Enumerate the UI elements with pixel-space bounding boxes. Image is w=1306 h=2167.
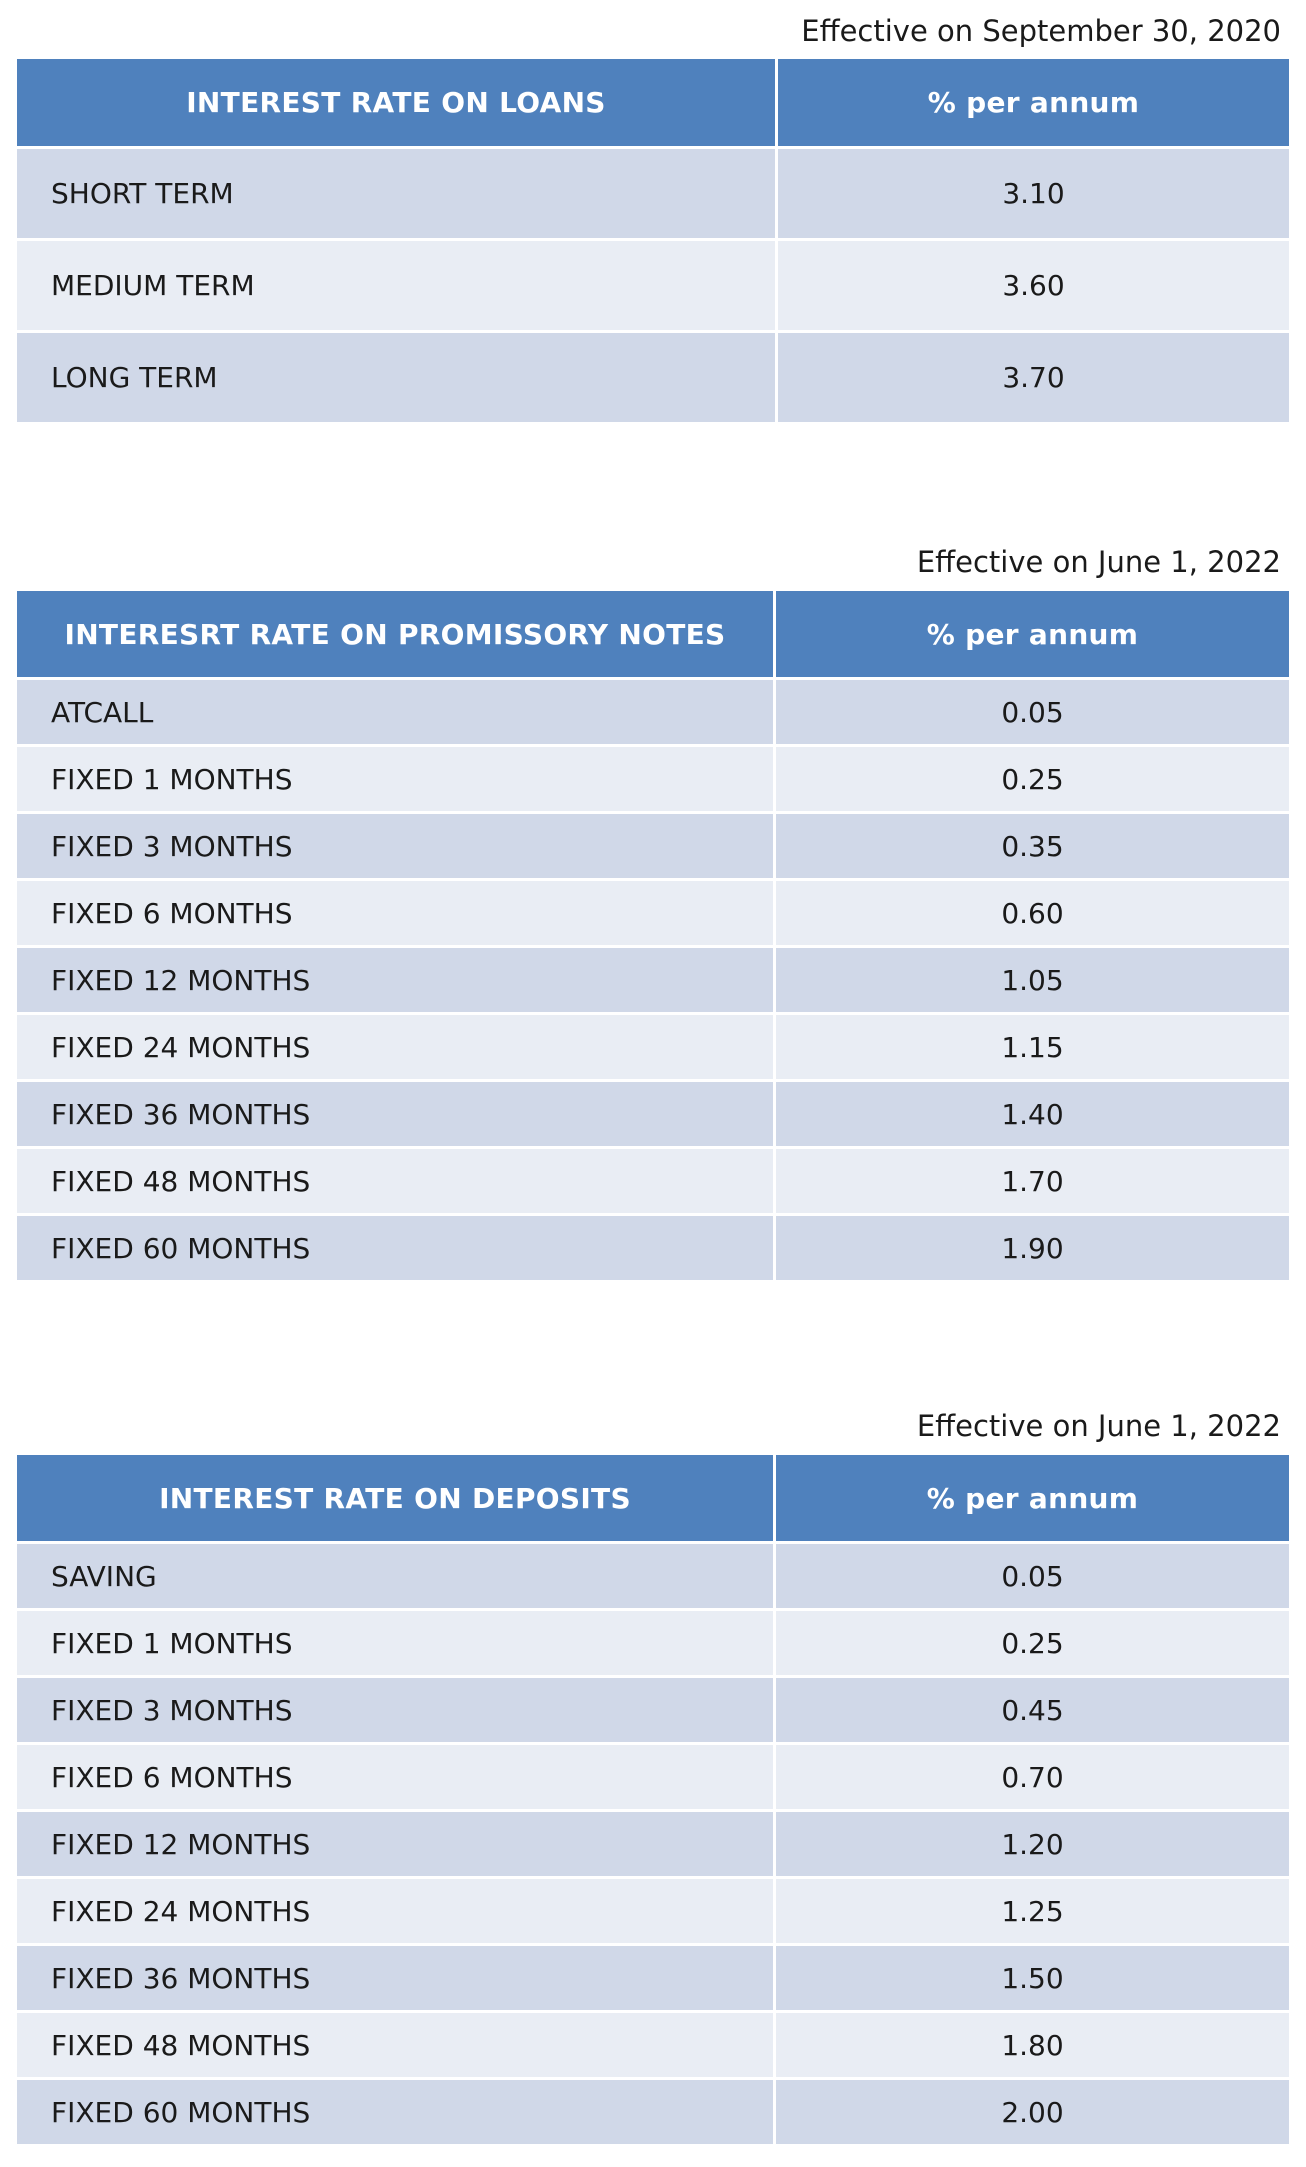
table-row	[17, 2080, 1289, 2147]
table-row	[17, 2013, 1289, 2080]
rate-term-label: LONG TERM	[17, 333, 778, 425]
rate-value: 0.25	[776, 747, 1289, 814]
deposits-effective-date: Effective on June 1, 2022	[916, 1409, 1281, 1443]
notes-section	[17, 545, 1289, 1285]
loans-header-row	[17, 59, 1289, 149]
rate-value: 1.15	[776, 1015, 1289, 1082]
rate-value: 0.60	[776, 881, 1289, 948]
deposits-section	[17, 1409, 1289, 2149]
rate-term-label: FIXED 6 MONTHS	[17, 1745, 776, 1812]
rate-term-label: FIXED 12 MONTHS	[17, 1812, 776, 1879]
rate-term-label: MEDIUM TERM	[17, 241, 778, 333]
rate-value: 1.25	[776, 1879, 1289, 1946]
rate-term-label: FIXED 48 MONTHS	[17, 2013, 776, 2080]
deposits-header-value: % per annum	[776, 1455, 1289, 1544]
rate-value: 2.00	[776, 2080, 1289, 2147]
notes-header-value: % per annum	[776, 591, 1289, 680]
rate-value: 3.70	[778, 333, 1289, 425]
loans-effective-date: Effective on September 30, 2020	[801, 14, 1281, 48]
rate-value: 1.40	[776, 1082, 1289, 1149]
rate-term-label: FIXED 60 MONTHS	[17, 1216, 776, 1283]
table-row	[17, 1216, 1289, 1283]
rate-term-label: FIXED 36 MONTHS	[17, 1082, 776, 1149]
notes-rate-table	[17, 591, 1289, 1283]
table-row	[17, 747, 1289, 814]
rate-value: 1.80	[776, 2013, 1289, 2080]
table-row	[17, 333, 1289, 425]
notes-header-row	[17, 591, 1289, 680]
rate-value: 3.60	[778, 241, 1289, 333]
rate-term-label: FIXED 24 MONTHS	[17, 1015, 776, 1082]
loans-header-value: % per annum	[778, 59, 1289, 149]
notes-header-label: INTERESRT RATE ON PROMISSORY NOTES	[17, 591, 776, 680]
deposits-header-label: INTEREST RATE ON DEPOSITS	[17, 1455, 776, 1544]
table-row	[17, 1745, 1289, 1812]
table-row	[17, 814, 1289, 881]
table-row	[17, 1879, 1289, 1946]
table-row	[17, 1946, 1289, 2013]
rate-value: 1.05	[776, 948, 1289, 1015]
rate-term-label: ATCALL	[17, 680, 776, 747]
rate-value: 0.05	[776, 1544, 1289, 1611]
table-row	[17, 881, 1289, 948]
table-row	[17, 1082, 1289, 1149]
rate-value: 0.05	[776, 680, 1289, 747]
rate-term-label: FIXED 36 MONTHS	[17, 1946, 776, 2013]
rate-term-label: FIXED 3 MONTHS	[17, 1678, 776, 1745]
table-row	[17, 241, 1289, 333]
rate-term-label: FIXED 60 MONTHS	[17, 2080, 776, 2147]
rate-term-label: FIXED 12 MONTHS	[17, 948, 776, 1015]
rate-value: 1.90	[776, 1216, 1289, 1283]
table-row	[17, 948, 1289, 1015]
table-row	[17, 1611, 1289, 1678]
table-row	[17, 1812, 1289, 1879]
loans-header-label: INTEREST RATE ON LOANS	[17, 59, 778, 149]
rate-term-label: SAVING	[17, 1544, 776, 1611]
rate-value: 1.50	[776, 1946, 1289, 2013]
loans-section	[17, 14, 1289, 424]
table-row	[17, 680, 1289, 747]
deposits-header-row	[17, 1455, 1289, 1544]
table-row	[17, 1678, 1289, 1745]
rate-term-label: FIXED 6 MONTHS	[17, 881, 776, 948]
rate-term-label: FIXED 1 MONTHS	[17, 747, 776, 814]
rate-value: 1.70	[776, 1149, 1289, 1216]
rate-term-label: FIXED 48 MONTHS	[17, 1149, 776, 1216]
table-row	[17, 1015, 1289, 1082]
rate-value: 3.10	[778, 149, 1289, 241]
table-row	[17, 1544, 1289, 1611]
rate-term-label: FIXED 1 MONTHS	[17, 1611, 776, 1678]
rate-term-label: FIXED 24 MONTHS	[17, 1879, 776, 1946]
rate-term-label: FIXED 3 MONTHS	[17, 814, 776, 881]
loans-rate-table	[17, 59, 1289, 425]
table-row	[17, 1149, 1289, 1216]
rate-value: 1.20	[776, 1812, 1289, 1879]
rate-value: 0.45	[776, 1678, 1289, 1745]
rate-value: 0.70	[776, 1745, 1289, 1812]
table-row	[17, 149, 1289, 241]
rate-value: 0.25	[776, 1611, 1289, 1678]
rate-value: 0.35	[776, 814, 1289, 881]
notes-effective-date: Effective on June 1, 2022	[916, 545, 1281, 579]
deposits-rate-table	[17, 1455, 1289, 2147]
rate-term-label: SHORT TERM	[17, 149, 778, 241]
